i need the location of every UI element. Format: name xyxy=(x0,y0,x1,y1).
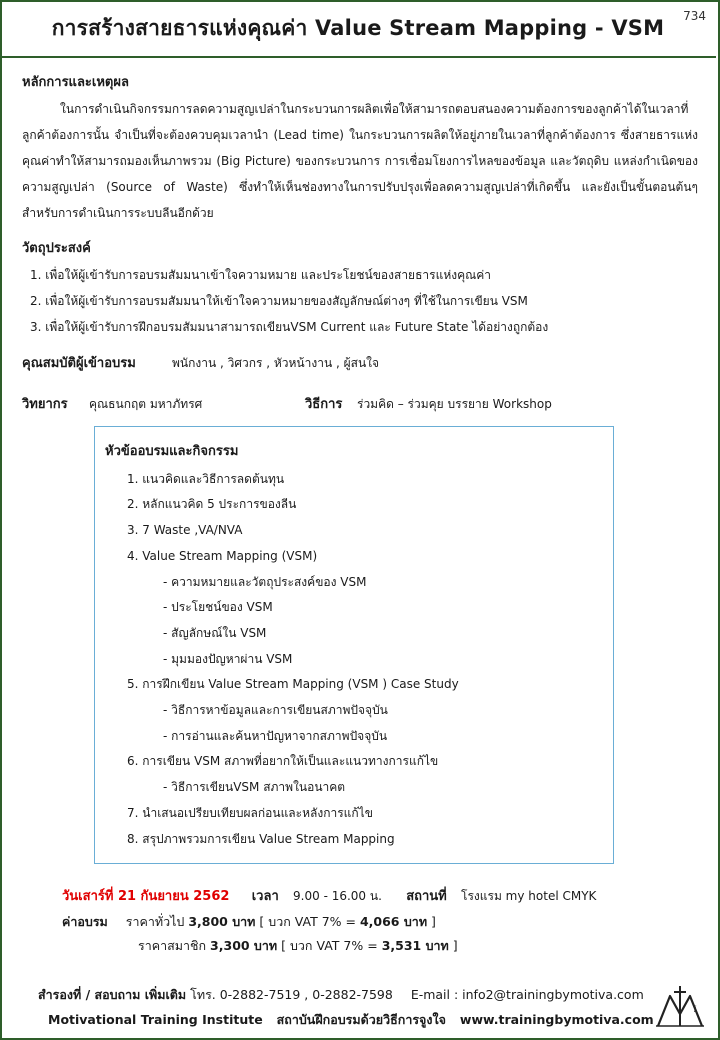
fee-general-row xyxy=(62,910,436,934)
venue-label: สถานที่ xyxy=(406,889,447,904)
fee-member-price: 3,300 บาท xyxy=(210,938,278,953)
topics-heading: หัวข้ออบรมและกิจกรรม xyxy=(105,444,239,459)
topic-subitem: - มุมมองปัญหาผ่าน VSM xyxy=(163,651,293,666)
contact-row xyxy=(38,984,644,1006)
topic-item: 8. สรุปภาพรวมการเขียน Value Stream Mapping xyxy=(127,831,395,846)
fee-member-row xyxy=(138,934,458,958)
topic-subitem: - ประโยชน์ของ VSM xyxy=(163,600,273,615)
org-row xyxy=(48,1009,654,1031)
fee-label: ค่าอบรม xyxy=(62,914,108,929)
fee-general-vat-close: ] xyxy=(431,914,436,929)
objective-item: 1. เพื่อให้ผู้เข้ารับการอบรมสัมมนาเข้าใจความหมาย และประโยชน์ของสายธารแห่งคุณค่า xyxy=(30,268,492,282)
topic-item: 1. แนวคิดและวิธีการลดต้นทุน xyxy=(127,471,285,486)
svg-text:i: i xyxy=(694,1004,696,1014)
topic-subitem: - วิธีการเขียนVSM สภาพในอนาคต xyxy=(163,780,346,795)
fee-general-price: 3,800 บาท xyxy=(188,914,256,929)
org-website[interactable]: www.trainingbymotiva.com xyxy=(459,1012,654,1027)
objectives-list xyxy=(22,262,698,340)
topic-item: 4. Value Stream Mapping (VSM) xyxy=(127,548,318,563)
method-value: ร่วมคิด – ร่วมคุย บรรยาย Workshop xyxy=(357,397,552,411)
topic-item: 6. การเขียน VSM สภาพที่อยากให้เป็นและแนวทางการแก้ไข xyxy=(127,754,439,769)
topic-subitem: - ความหมายและวัตถุประสงค์ของ VSM xyxy=(163,574,367,589)
topic-item: 5. การฝึกเขียน Value Stream Mapping (VSM ) Case Study xyxy=(127,677,459,692)
speaker-label: วิทยากร xyxy=(22,397,68,412)
schedule-row xyxy=(62,884,596,909)
topic-subitem: - การอ่านและค้นหาปัญหาจากสภาพปัจจุบัน xyxy=(163,728,388,743)
topic-item: 2. หลักแนวคิด 5 ประการของลีน xyxy=(127,497,297,512)
fee-general-prefix: ราคาทั่วไป xyxy=(125,914,185,929)
objective-item: 3. เพื่อให้ผู้เข้ารับการฝึกอบรมสัมมนาสามารถเขียนVSM Current และ Future State ได้อย่างถูกต้อง xyxy=(30,320,549,334)
topic-item: 3. 7 Waste ,VA/NVA xyxy=(127,523,243,538)
fee-member-vat-open: [ บวก VAT 7% = xyxy=(281,938,378,953)
contact-label: สำรองที่ / สอบถาม เพิ่มเติม xyxy=(38,987,187,1002)
objectives-heading: วัตถุประสงค์ xyxy=(22,241,91,256)
topic-item: 7. นำเสนอเปรียบเทียบผลก่อนและหลังการแก้ไข xyxy=(127,805,373,820)
fee-member-vat-close: ] xyxy=(452,938,458,953)
venue-value: โรงแรม my hotel CMYK xyxy=(461,889,597,903)
qualification-value: พนักงาน , วิศวกร , หัวหน้างาน , ผู้สนใจ xyxy=(172,356,380,370)
fee-general-vat-open: [ บวก VAT 7% = xyxy=(259,914,356,929)
mti-logo-icon xyxy=(654,982,706,1030)
page-title xyxy=(0,0,716,58)
objectives-section xyxy=(22,236,698,340)
objective-item: 2. เพื่อให้ผู้เข้ารับการอบรมสัมมนาให้เข้าใจความหมายของสัญลักษณ์ต่างๆ ที่ใช้ในการเขียน VSM xyxy=(30,294,528,308)
method-label: วิธีการ xyxy=(305,397,343,412)
org-name: Motivational Training Institute xyxy=(48,1012,263,1027)
contact-email[interactable]: E-mail : info2@trainingbymotiva.com xyxy=(410,987,644,1002)
rationale-text: ในการดำเนินกิจกรรมการลดความสูญเปล่าในกระบวนการผลิตเพื่อให้สามารถตอบสนองความต้องการของลูกค้าได้ในเวลาที่ลูกค้าต้องการนั้น จำเป็นที่จะต้องควบคุมเวลานำ (Lead time) ในกระบวนการผลิตให้อยู่ภายในเวลาที่ลูกค้าต้องการ ซึ่งสายธารแห่งคุณค่าทำให้สามารถมองเห็นภาพรวม (Big Picture) ของกระบวนการ การเชื่อมโยงการไหลของข้อมูล และวัตถุดิบ แหล่งกำเนิดของความสูญเปล่า (Source of Waste) ซึ่งทำให้เห็นช่องทางในการปรับปรุงเพื่อลดความสูญเปล่าที่เกิดขึ้น และยังเป็นขั้นตอนต้นๆ สำหรับการดำเนินการระบบลีนอีกด้วย xyxy=(22,102,698,220)
title-text: การสร้างสายธารแห่งคุณค่า Value Stream Mapping - VSM xyxy=(51,15,665,40)
org-thai-name: สถาบันฝึกอบรมด้วยวิธีการจูงใจ xyxy=(276,1012,446,1027)
time-value: 9.00 - 16.00 น. xyxy=(293,889,382,903)
rationale-heading: หลักการและเหตุผล xyxy=(22,75,129,90)
topics-box xyxy=(94,426,614,864)
qualification-label: คุณสมบัติผู้เข้าอบรม xyxy=(22,356,136,371)
fee-member-prefix: ราคาสมาชิก xyxy=(138,938,207,953)
topic-subitem: - วิธีการหาข้อมูลและการเขียนสภาพปัจจุบัน xyxy=(163,703,388,718)
rationale-section xyxy=(22,70,698,226)
speaker-value: คุณธนกฤต มหาภัทรศ xyxy=(89,397,203,411)
schedule-date: วันเสาร์ที่ 21 กันยายน 2562 xyxy=(62,889,230,904)
topic-subitem: - สัญลักษณ์ใน VSM xyxy=(163,625,267,640)
fee-general-total: 4,066 บาท xyxy=(359,914,428,929)
time-label: เวลา xyxy=(251,889,279,904)
fee-member-total: 3,531 บาท xyxy=(381,938,449,953)
page-number: 734 xyxy=(683,9,706,23)
qualification-row xyxy=(22,350,698,377)
speaker-method-row xyxy=(22,391,698,418)
contact-phone: โทร. 0-2882-7519 , 0-2882-7598 xyxy=(190,987,393,1002)
